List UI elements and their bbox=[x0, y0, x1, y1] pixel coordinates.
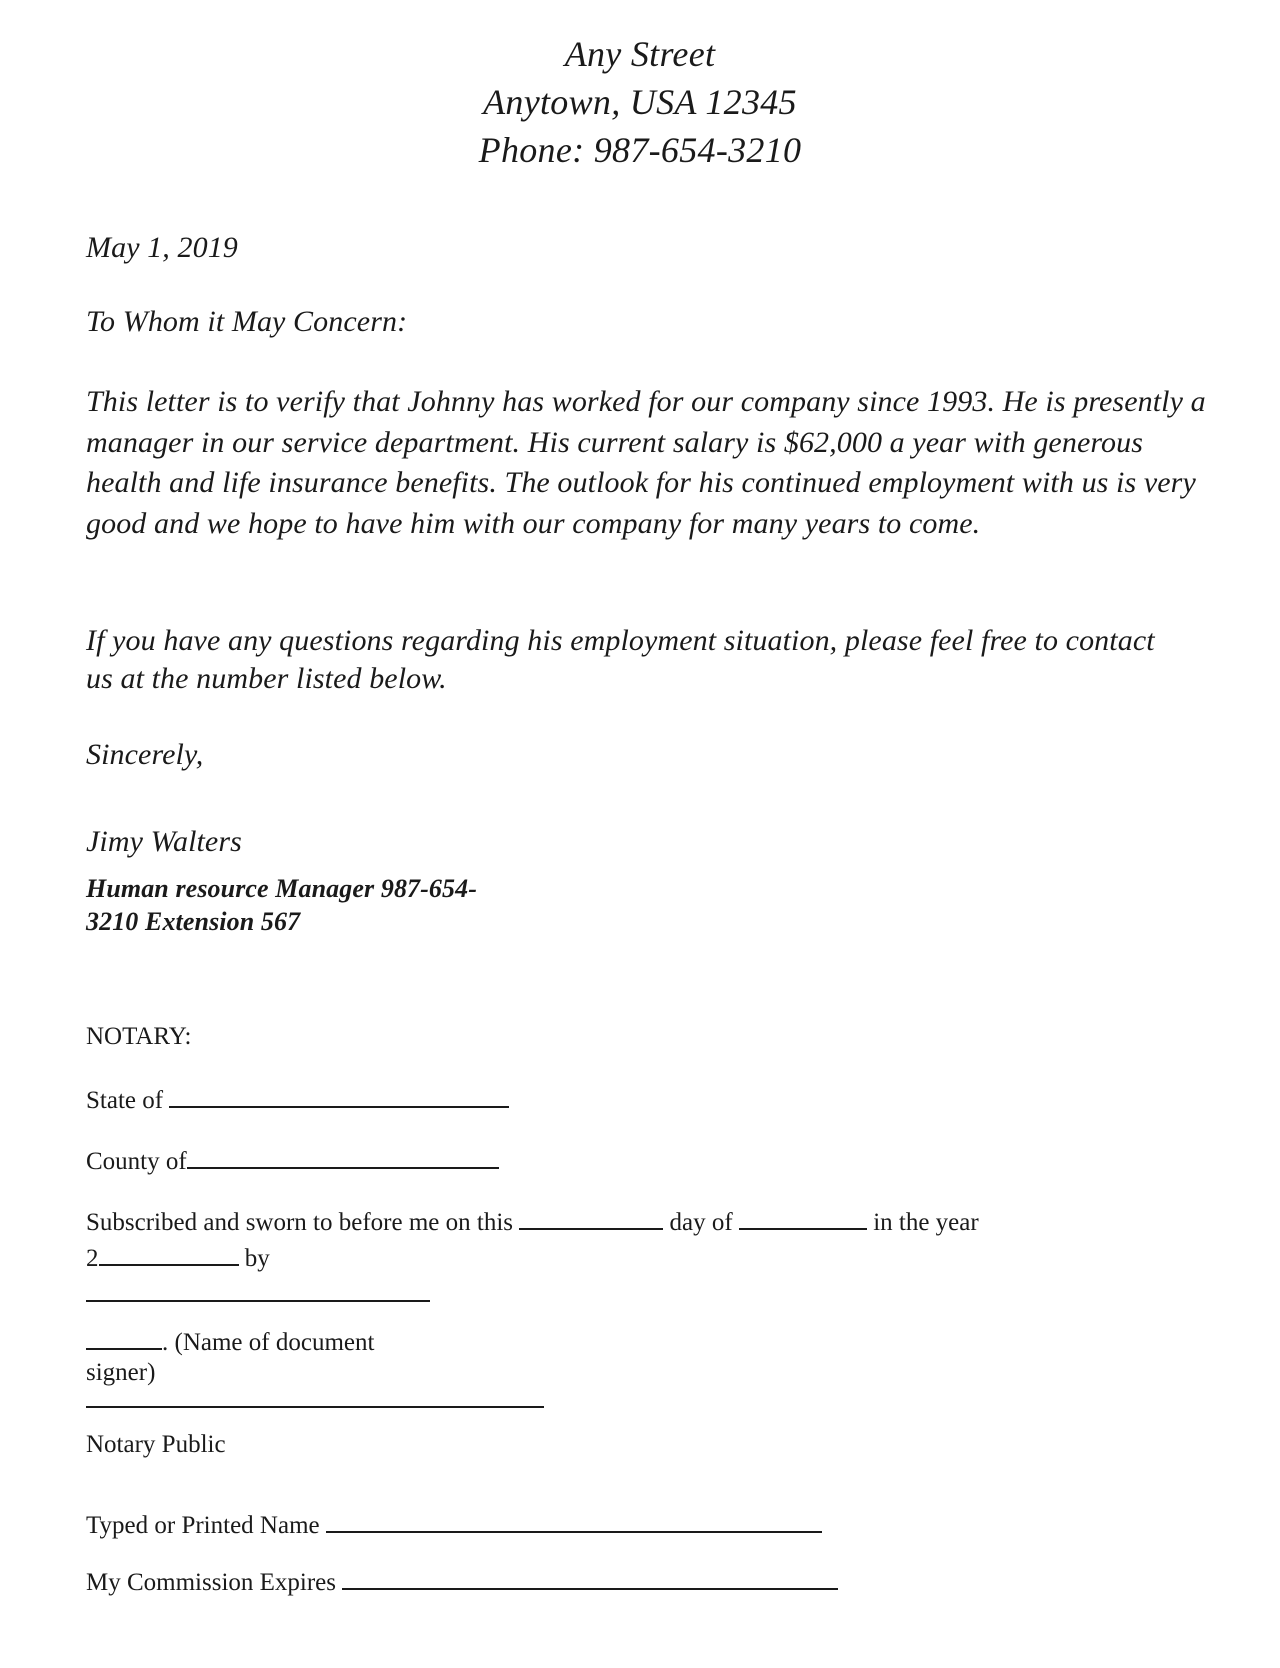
sworn-text-2: day of bbox=[669, 1209, 733, 1236]
letterhead-phone: Phone: 987-654-3210 bbox=[478, 130, 802, 170]
printed-name-label: Typed or Printed Name bbox=[86, 1512, 320, 1539]
salutation: To Whom it May Concern: bbox=[86, 305, 408, 338]
printed-name-field[interactable] bbox=[326, 1505, 822, 1533]
commission-row bbox=[86, 1562, 838, 1598]
notary-signature-line[interactable] bbox=[86, 1406, 544, 1408]
printed-name-row bbox=[86, 1505, 822, 1541]
commission-label: My Commission Expires bbox=[86, 1569, 337, 1596]
signer-title: Human resource Manager 987-654-3210 Extension 567 bbox=[86, 874, 477, 936]
sworn-text-1: Subscribed and sworn to before me on this bbox=[86, 1209, 514, 1236]
signer-name-label: . (Name of document signer) bbox=[86, 1329, 375, 1386]
year-prefix: 2 bbox=[86, 1245, 99, 1272]
letterhead bbox=[0, 30, 1280, 174]
county-label: County of bbox=[86, 1148, 187, 1175]
county-field[interactable] bbox=[187, 1141, 499, 1169]
county-row bbox=[86, 1141, 499, 1177]
sworn-text-3: in the year bbox=[873, 1209, 979, 1236]
notary-public-label: Notary Public bbox=[86, 1431, 226, 1458]
state-row bbox=[86, 1080, 509, 1116]
state-field[interactable] bbox=[169, 1080, 509, 1108]
notary-heading: NOTARY: bbox=[86, 1023, 192, 1050]
day-field[interactable] bbox=[519, 1202, 663, 1230]
year-field[interactable] bbox=[99, 1238, 239, 1266]
sworn-statement bbox=[86, 1202, 1206, 1274]
commission-field[interactable] bbox=[342, 1562, 838, 1590]
signer-name-line-short[interactable] bbox=[86, 1322, 162, 1350]
signer-name-field bbox=[86, 1322, 416, 1388]
letterhead-city: Anytown, USA 12345 bbox=[483, 82, 797, 122]
body-paragraph-2: If you have any questions regarding his employment situation, please feel free to contact us at the number listed below. bbox=[86, 624, 1155, 695]
letterhead-street: Any Street bbox=[564, 34, 716, 74]
body-paragraph-1: This letter is to verify that Johnny has worked for our company since 1993. He is presently a manager in our service department. His current salary is $62,000 a year with generous health and life insurance benefits. The outlook for his continued employment with us is very good and we hope to have him with our company for many years to come. bbox=[86, 385, 1206, 540]
closing: Sincerely, bbox=[86, 738, 204, 771]
signer-name-line[interactable] bbox=[86, 1300, 430, 1302]
signer-name: Jimy Walters bbox=[86, 825, 242, 858]
month-field[interactable] bbox=[739, 1202, 867, 1230]
by-label: by bbox=[244, 1245, 270, 1272]
state-label: State of bbox=[86, 1087, 164, 1114]
letter-date: May 1, 2019 bbox=[86, 231, 238, 264]
